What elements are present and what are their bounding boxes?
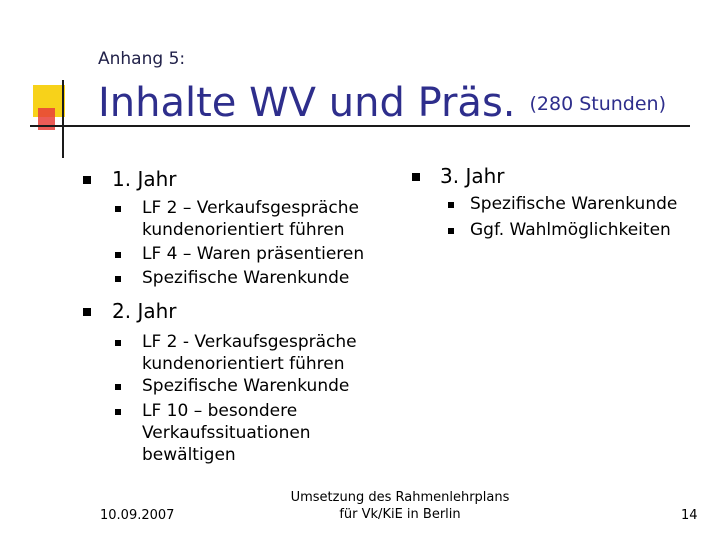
footer-center-line2: für Vk/KiE in Berlin — [339, 507, 461, 522]
slide-title-note: (280 Stunden) — [529, 93, 667, 115]
slide-title — [98, 80, 666, 126]
footer-page-number: 14 — [681, 508, 698, 523]
footer-date: 10.09.2007 — [100, 508, 175, 523]
decor-vertical-line — [62, 80, 64, 158]
bullet-icon — [412, 173, 420, 181]
footer-center — [280, 489, 520, 523]
year2-item-3: LF 10 – besondere Verkaufssituationen bewältigen — [142, 401, 311, 465]
bullet-icon — [115, 340, 121, 346]
bullet-icon — [448, 228, 454, 234]
year2-heading: 2. Jahr — [112, 299, 177, 323]
bullet-icon — [115, 276, 121, 282]
bullet-icon — [115, 252, 121, 258]
bullet-icon — [115, 384, 121, 390]
footer-center-line1: Umsetzung des Rahmenlehrplans — [290, 490, 510, 505]
slide-title-text: Inhalte WV und Präs. — [98, 80, 516, 126]
bullet-icon — [448, 202, 454, 208]
year1-item-3: Spezifische Warenkunde — [142, 268, 350, 288]
bullet-icon — [115, 206, 121, 212]
year3-item-1: Spezifische Warenkunde — [470, 194, 678, 214]
year2-item-2: Spezifische Warenkunde — [142, 376, 350, 396]
year2-item-1: LF 2 - Verkaufsgespräche kundenorientiert führen — [142, 332, 357, 374]
slide-subtitle: Anhang 5: — [98, 49, 186, 69]
year1-item-2: LF 4 – Waren präsentieren — [142, 244, 365, 264]
bullet-icon — [83, 176, 91, 184]
year1-heading: 1. Jahr — [112, 167, 177, 191]
year3-heading: 3. Jahr — [440, 164, 505, 188]
year1-item-1: LF 2 – Verkaufsgespräche kundenorientiert führen — [142, 198, 359, 240]
bullet-icon — [83, 308, 91, 316]
year3-item-2: Ggf. Wahlmöglichkeiten — [470, 220, 671, 240]
bullet-icon — [115, 409, 121, 415]
